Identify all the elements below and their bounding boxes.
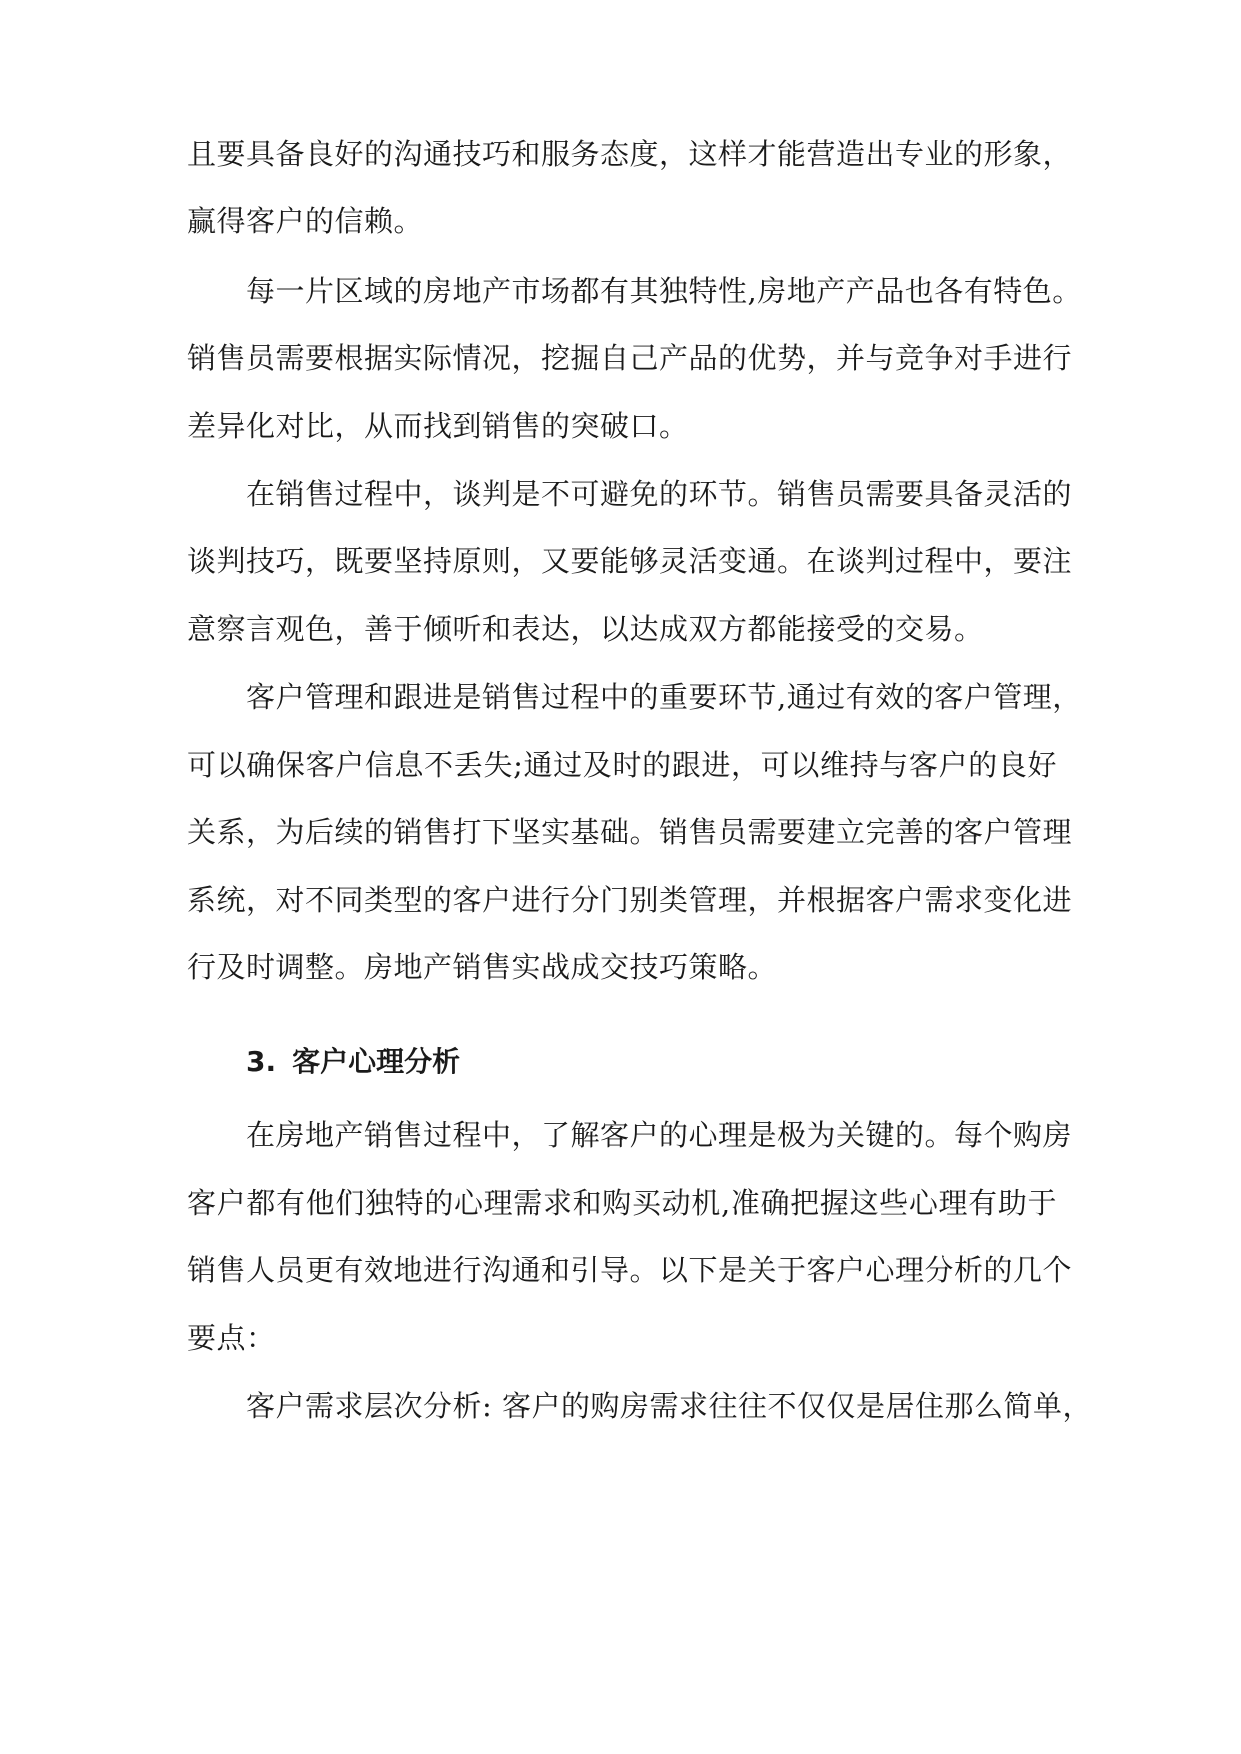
paragraph-line: 客户都有他们独特的心理需求和购买动机,准确把握这些心理有助于 — [187, 1186, 1057, 1220]
section-number: 3. — [246, 1045, 277, 1078]
paragraph-line: 在销售过程中，谈判是不可避免的环节。销售员需要具备灵活的 — [246, 477, 1073, 511]
paragraph-line: 每一片区域的房地产市场都有其独特性,房地产产品也各有特色。 — [246, 274, 1082, 308]
paragraph-line: 要点： — [187, 1321, 276, 1355]
paragraph-line: 赢得客户的信赖。 — [187, 204, 424, 238]
paragraph-line: 意察言观色，善于倾听和表达，以达成双方都能接受的交易。 — [187, 612, 984, 646]
paragraph-line: 且要具备良好的沟通技巧和服务态度，这样才能营造出专业的形象， — [187, 137, 1073, 171]
paragraph-line: 关系，为后续的销售打下坚实基础。销售员需要建立完善的客户管理 — [187, 815, 1073, 849]
paragraph-line: 销售员需要根据实际情况，挖掘自己产品的优势，并与竞争对手进行 — [187, 341, 1073, 375]
paragraph-line: 可以确保客户信息不丢失;通过及时的跟进，可以维持与客户的良好 — [187, 748, 1057, 782]
section-title: 客户心理分析 — [292, 1045, 461, 1078]
paragraph-line: 在房地产销售过程中，了解客户的心理是极为关键的。每个购房 — [246, 1118, 1073, 1152]
paragraph-line: 行及时调整。房地产销售实战成交技巧策略。 — [187, 950, 778, 984]
paragraph-line: 客户需求层次分析: 客户的购房需求往往不仅仅是居住那么简单， — [246, 1389, 1092, 1423]
paragraph-line: 销售人员更有效地进行沟通和引导。以下是关于客户心理分析的几个 — [187, 1253, 1073, 1287]
paragraph-line: 系统，对不同类型的客户进行分门别类管理，并根据客户需求变化进 — [187, 883, 1073, 917]
paragraph-line: 谈判技巧，既要坚持原则，又要能够灵活变通。在谈判过程中，要注 — [187, 544, 1073, 578]
section-heading — [246, 1042, 460, 1082]
paragraph-line: 客户管理和跟进是销售过程中的重要环节,通过有效的客户管理， — [246, 680, 1082, 714]
paragraph-line: 差异化对比，从而找到销售的突破口。 — [187, 409, 689, 443]
